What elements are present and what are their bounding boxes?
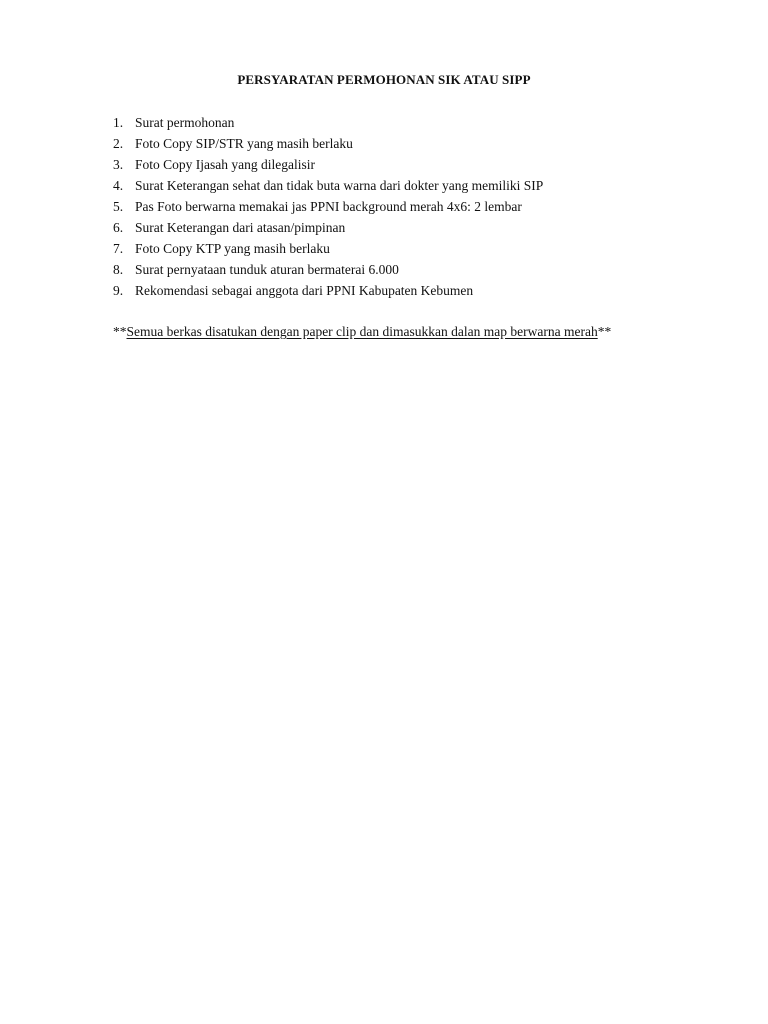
list-item-number: 8. <box>113 262 124 277</box>
note-suffix: ** <box>597 324 612 339</box>
list-item-text: Foto Copy SIP/STR yang masih berlaku <box>135 136 353 151</box>
list-item <box>113 133 713 154</box>
list-item-number: 4. <box>113 178 124 193</box>
document-note <box>113 322 733 342</box>
list-item-number: 9. <box>113 283 124 298</box>
note-prefix: ** <box>113 324 127 339</box>
list-item-number: 7. <box>113 241 124 256</box>
list-item-number: 5. <box>113 199 124 214</box>
list-item-text: Rekomendasi sebagai anggota dari PPNI Kabupaten Kebumen <box>135 283 474 298</box>
list-item-text: Surat permohonan <box>135 115 235 130</box>
list-item-text: Pas Foto berwarna memakai jas PPNI background merah 4x6: 2 lembar <box>135 199 522 214</box>
list-item <box>113 154 713 175</box>
list-item <box>113 238 713 259</box>
list-item <box>113 175 713 196</box>
document-title: PERSYARATAN PERMOHONAN SIK ATAU SIPP <box>237 72 531 87</box>
list-item <box>113 280 713 301</box>
list-item-number: 6. <box>113 220 124 235</box>
list-item-number: 1. <box>113 115 124 130</box>
list-item <box>113 217 713 238</box>
list-item-text: Surat pernyataan tunduk aturan bermaterai 6.000 <box>135 262 399 277</box>
note-text: Semua berkas disatukan dengan paper clip dan dimasukkan dalan map berwarna merah <box>126 324 598 339</box>
requirements-list <box>113 112 713 301</box>
list-item <box>113 112 713 133</box>
list-item <box>113 196 713 217</box>
list-item-text: Surat Keterangan dari atasan/pimpinan <box>135 220 346 235</box>
list-item-text: Foto Copy KTP yang masih berlaku <box>135 241 330 256</box>
list-item <box>113 259 713 280</box>
list-item-text: Surat Keterangan sehat dan tidak buta warna dari dokter yang memiliki SIP <box>135 178 544 193</box>
list-item-number: 3. <box>113 157 124 172</box>
list-item-text: Foto Copy Ijasah yang dilegalisir <box>135 157 315 172</box>
list-item-number: 2. <box>113 136 124 151</box>
